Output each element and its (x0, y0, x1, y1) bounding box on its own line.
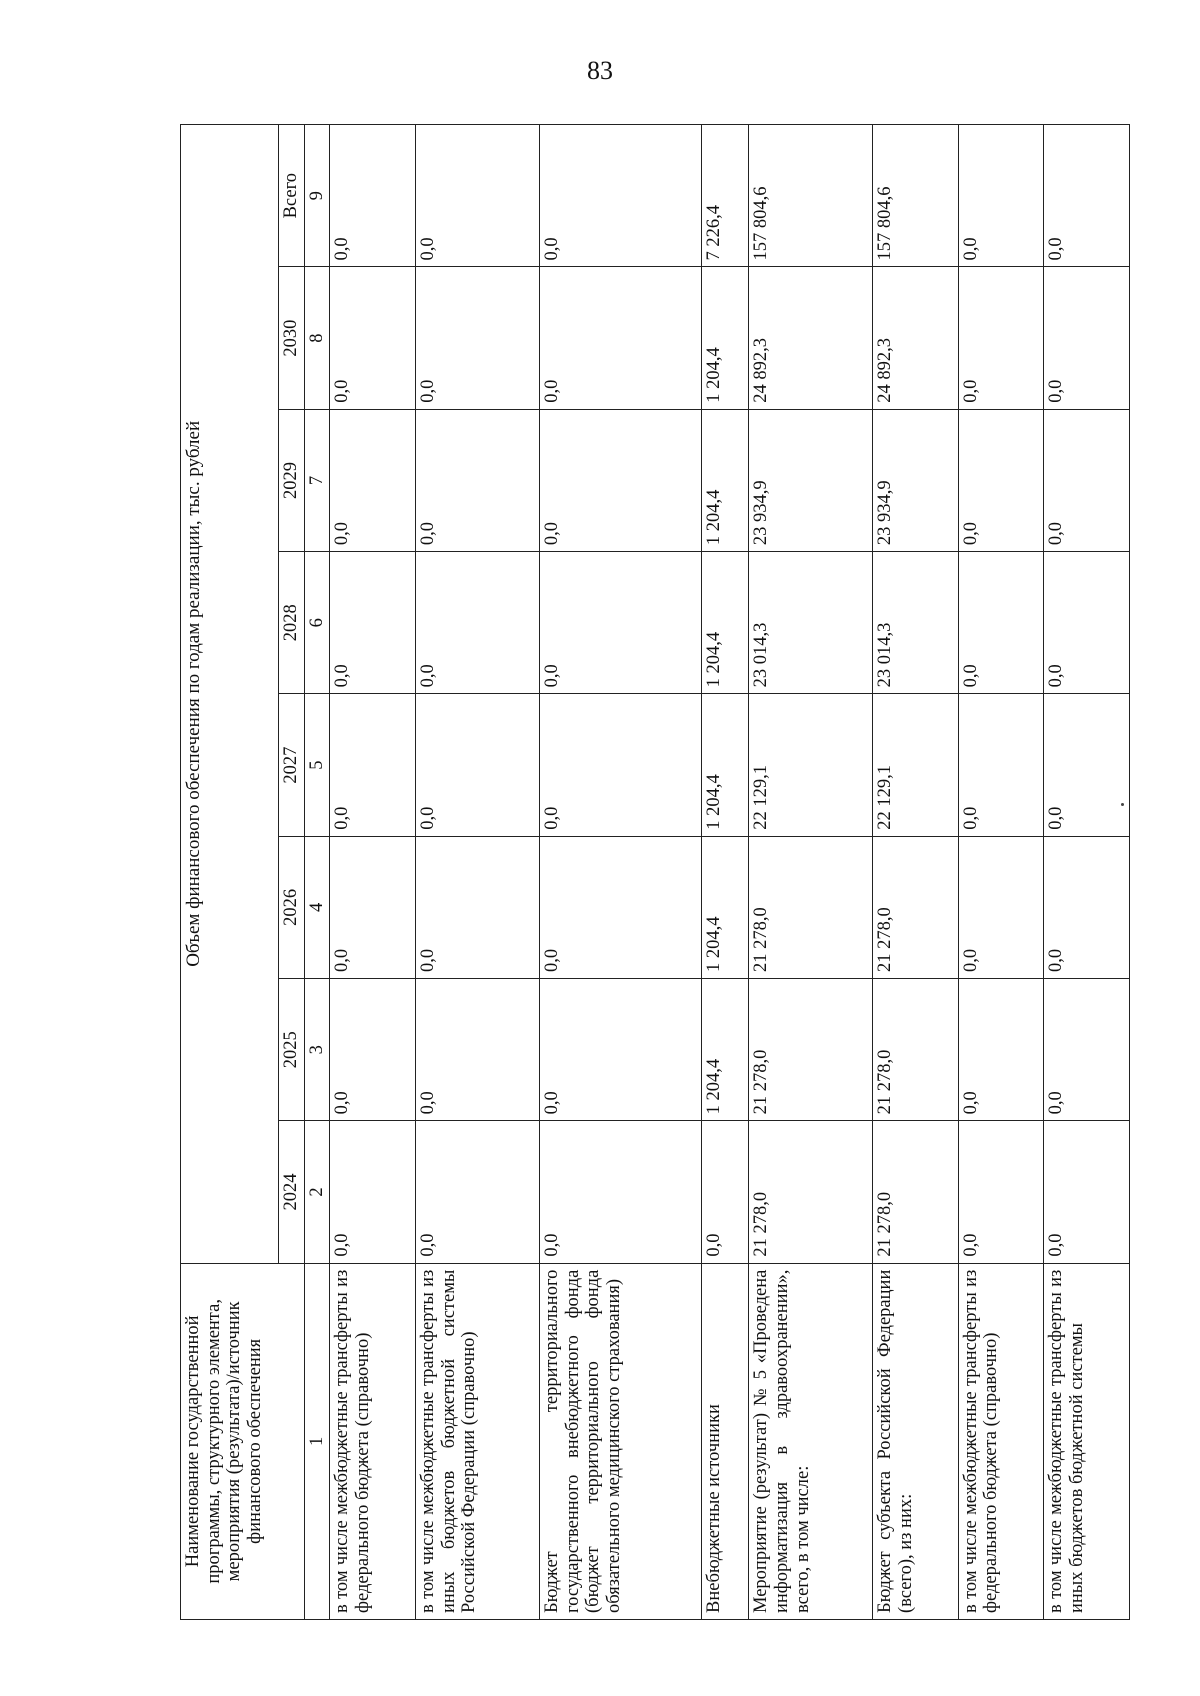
row-name: в том числе межбюджетные трансферты из федерального бюджета (справочно) (330, 1263, 416, 1619)
row-year-value: 0,0 (958, 694, 1044, 836)
row-year-value: 0,0 (539, 979, 701, 1121)
row-year-value: 0,0 (701, 1121, 748, 1263)
row-year-value: 0,0 (958, 409, 1044, 551)
row-year-value: 0,0 (1044, 409, 1130, 551)
row-year-value: 21 278,0 (749, 979, 873, 1121)
row-year-value: 22 129,1 (749, 694, 873, 836)
page-number: 83 (587, 56, 613, 85)
table-row (416, 125, 540, 1620)
row-total-value: 0,0 (1044, 125, 1130, 267)
row-total-value: 157 804,6 (873, 125, 959, 267)
header-row-column-numbers (304, 125, 330, 1620)
row-year-value: 0,0 (416, 1121, 540, 1263)
row-year-value: 24 892,3 (873, 267, 959, 409)
row-year-value: 1 204,4 (701, 409, 748, 551)
row-year-value: 0,0 (539, 267, 701, 409)
row-year-value: 0,0 (539, 836, 701, 978)
row-total-value: 157 804,6 (749, 125, 873, 267)
column-header-financing-volume: Объем финансового обеспечения по годам реализации, тыс. рублей (181, 125, 279, 1264)
column-header-name: Наименование государственной программы, структурного элемента, мероприятия (результата)/источник финансового обеспечения (181, 1263, 305, 1619)
year-header: 2029 (279, 409, 305, 551)
row-year-value: 0,0 (330, 409, 416, 551)
row-year-value: 0,0 (330, 979, 416, 1121)
row-year-value: 0,0 (330, 1121, 416, 1263)
row-year-value: 23 934,9 (749, 409, 873, 551)
row-name: Внебюджетные источники (701, 1263, 748, 1619)
row-year-value: 0,0 (1044, 694, 1130, 836)
row-total-value: 0,0 (958, 125, 1044, 267)
row-year-value: 0,0 (416, 836, 540, 978)
year-header: 2026 (279, 836, 305, 978)
row-total-value: 0,0 (539, 125, 701, 267)
row-year-value: 24 892,3 (749, 267, 873, 409)
row-year-value: 23 934,9 (873, 409, 959, 551)
row-name: в том числе межбюджетные трансферты из иных бюджетов бюджетной системы Российской Федерации (справочно) (416, 1263, 540, 1619)
row-name: Бюджет субъекта Российской Федерации (всего), из них: (873, 1263, 959, 1619)
row-year-value: 1 204,4 (701, 694, 748, 836)
column-number: 7 (304, 409, 330, 551)
row-name: в том числе межбюджетные трансферты из федерального бюджета (справочно) (958, 1263, 1044, 1619)
row-year-value: 0,0 (539, 694, 701, 836)
row-year-value: 1 204,4 (701, 979, 748, 1121)
row-name: Бюджет территориального государственного внебюджетного фонда (бюджет территориального фонда обязательного медицинского страхования) (539, 1263, 701, 1619)
column-number: 1 (304, 1263, 330, 1619)
column-number: 8 (304, 267, 330, 409)
column-number: 2 (304, 1121, 330, 1263)
row-year-value: 23 014,3 (749, 552, 873, 694)
row-year-value: 0,0 (1044, 836, 1130, 978)
row-name: в том числе межбюджетные трансферты из иных бюджетов бюджетной системы (1044, 1263, 1130, 1619)
row-year-value: 0,0 (416, 267, 540, 409)
row-year-value: 0,0 (330, 836, 416, 978)
table-row (330, 125, 416, 1620)
row-year-value: 1 204,4 (701, 552, 748, 694)
row-year-value: 0,0 (539, 409, 701, 551)
row-year-value: 1 204,4 (701, 267, 748, 409)
table-row (873, 125, 959, 1620)
column-number: 4 (304, 836, 330, 978)
column-number: 9 (304, 125, 330, 267)
table-row (1044, 125, 1130, 1620)
row-year-value: 0,0 (1044, 267, 1130, 409)
row-year-value: 0,0 (539, 1121, 701, 1263)
row-year-value: 0,0 (958, 267, 1044, 409)
year-header: 2030 (279, 267, 305, 409)
column-number: 3 (304, 979, 330, 1121)
table-row (701, 125, 748, 1620)
row-year-value: 0,0 (416, 552, 540, 694)
row-year-value: 0,0 (958, 552, 1044, 694)
row-year-value: 21 278,0 (749, 1121, 873, 1263)
row-total-value: 7 226,4 (701, 125, 748, 267)
column-number: 5 (304, 694, 330, 836)
scan-speck (1121, 803, 1124, 806)
row-year-value: 0,0 (330, 694, 416, 836)
row-name: Мероприятие (результат) № 5 «Проведена информатизация в здравоохранении», всего, в том числе: (749, 1263, 873, 1619)
year-header: 2027 (279, 694, 305, 836)
row-year-value: 21 278,0 (873, 1121, 959, 1263)
row-year-value: 0,0 (958, 979, 1044, 1121)
table-row (749, 125, 873, 1620)
table-row (958, 125, 1044, 1620)
row-year-value: 0,0 (1044, 1121, 1130, 1263)
row-year-value: 0,0 (330, 552, 416, 694)
row-year-value: 0,0 (416, 694, 540, 836)
header-row-group (181, 125, 279, 1620)
row-year-value: 0,0 (416, 409, 540, 551)
table-row (539, 125, 701, 1620)
year-header: 2028 (279, 552, 305, 694)
rotated-table-wrapper (180, 124, 1130, 1620)
table-body (330, 125, 1130, 1620)
row-year-value: 21 278,0 (873, 836, 959, 978)
row-year-value: 0,0 (539, 552, 701, 694)
year-header: Всего (279, 125, 305, 267)
row-year-value: 0,0 (958, 1121, 1044, 1263)
financing-table (180, 124, 1130, 1620)
year-header: 2025 (279, 979, 305, 1121)
row-year-value: 0,0 (958, 836, 1044, 978)
row-year-value: 22 129,1 (873, 694, 959, 836)
row-year-value: 0,0 (1044, 552, 1130, 694)
row-year-value: 0,0 (1044, 979, 1130, 1121)
row-year-value: 0,0 (330, 267, 416, 409)
row-year-value: 21 278,0 (749, 836, 873, 978)
row-year-value: 0,0 (416, 979, 540, 1121)
column-number: 6 (304, 552, 330, 694)
row-year-value: 23 014,3 (873, 552, 959, 694)
row-year-value: 1 204,4 (701, 836, 748, 978)
year-header: 2024 (279, 1121, 305, 1263)
row-year-value: 21 278,0 (873, 979, 959, 1121)
row-total-value: 0,0 (416, 125, 540, 267)
row-total-value: 0,0 (330, 125, 416, 267)
